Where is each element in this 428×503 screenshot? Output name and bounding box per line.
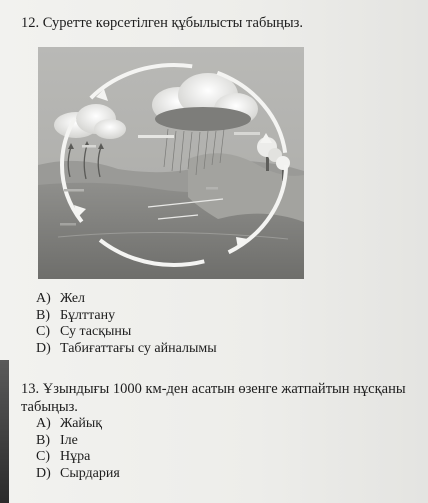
option-b[interactable] (36, 308, 217, 325)
question-12-title: 12. Суретте көрсетілген құбылысты табыңыз. (21, 15, 303, 31)
question-13-options (36, 416, 120, 482)
water-cycle-illustration (38, 47, 304, 279)
option-d[interactable] (36, 466, 120, 483)
page-margin-strip (0, 360, 9, 503)
option-text: Жел (60, 291, 86, 306)
option-a[interactable] (36, 416, 120, 433)
option-text: Нұра (60, 449, 91, 464)
option-letter: A) (36, 291, 51, 306)
option-text: Су тасқыны (60, 324, 132, 339)
option-letter: A) (36, 416, 51, 431)
question-13-title: 13. Ұзындығы 1000 км-ден асатын өзенге жатпайтын нұсқаны табыңыз. (21, 381, 406, 415)
option-d[interactable] (36, 341, 217, 358)
option-a[interactable] (36, 291, 217, 308)
option-c[interactable] (36, 449, 120, 466)
question-12-options (36, 291, 217, 357)
option-text: Бұлттану (60, 307, 116, 323)
option-letter: B) (36, 307, 50, 323)
option-text: Іле (60, 432, 78, 448)
option-letter: D) (36, 465, 51, 481)
option-letter: C) (36, 324, 50, 339)
option-text: Жайық (60, 416, 103, 431)
option-c[interactable] (36, 324, 217, 341)
option-text: Табиғаттағы су айналымы (60, 340, 217, 356)
water-cycle-diagram (38, 47, 304, 279)
option-text: Сырдария (60, 465, 120, 481)
option-letter: D) (36, 340, 51, 356)
option-b[interactable] (36, 433, 120, 450)
option-letter: B) (36, 432, 50, 448)
option-letter: C) (36, 449, 50, 464)
